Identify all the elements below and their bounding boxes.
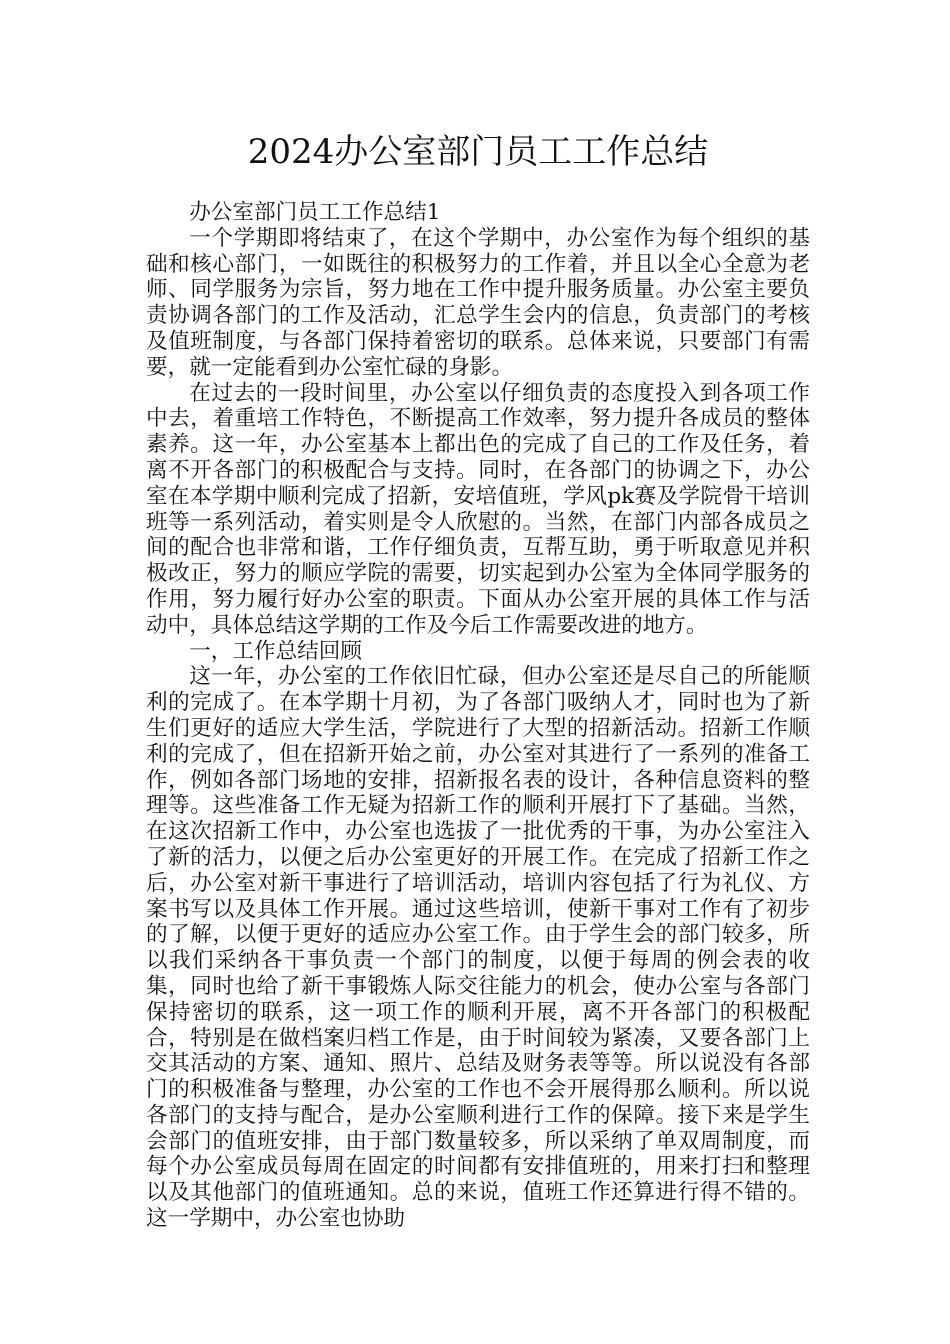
paragraph-3: 这一年，办公室的工作依旧忙碌，但办公室还是尽自己的所能顺利的完成了。在本学期十月初，为了各部门吸纳人才，同时也为了新生们更好的适应大学生活，学院进行了大型的招新活动。招新工作顺利的完成了，但在招新开始之前，办公室对其进行了一系列的准备工作，例如各部门场地的安排，招新报名表的设计，各种信息资料的整理等。这些准备工作无疑为招新工作的顺利开展打下了基础。当然，在这次招新工作中，办公室也选拔了一批优秀的干事，为办公室注入了新的活力，以便之后办公室更好的开展工作。在完成了招新工作之后，办公室对新干事进行了培训活动，培训内容包括了行为礼仪、方案书写以及具体工作开展。通过这些培训，使新干事对工作有了初步的了解，以便于更好的适应办公室工作。由于学生会的部门较多，所以我们采纳各干事负责一个部门的制度，以便于每周的例会表的收集，同时也给了新干事锻炼人际交往能力的机会，使办公室与各部门保持密切的联系，这一项工作的顺利开展，离不开各部门的积极配合，特别是在做档案归档工作是，由于时间较为紧凑，又要各部门上交其活动的方案、通知、照片、总结及财务表等等。所以说没有各部门的积极准备与整理，办公室的工作也不会开展得那么顺利。所以说各部门的支持与配合，是办公室顺利进行工作的保障。接下来是学生会部门的值班安排，由于部门数量较多，所以采纳了单双周制度，而每个办公室成员每周在固定的时间都有安排值班的，用来打扫和整理以及其他部门的值班通知。总的来说，值班工作还算进行得不错的。这一学期中，办公室也协助 — [146, 664, 810, 1232]
document-page — [146, 124, 810, 1232]
subheading: 一，工作总结回顾 — [189, 638, 362, 664]
section-title: 办公室部门员工工作总结1 — [189, 200, 441, 225]
document-title: 2024办公室部门员工工作总结 — [247, 132, 709, 172]
paragraph-2: 在过去的一段时间里，办公室以仔细负责的态度投入到各项工作中去，着重培工作特色，不断提高工作效率，努力提升各成员的整体素养。这一年，办公室基本上都出色的完成了自己的工作及任务，着离不开各部门的积极配合与支持。同时，在各部门的协调之下，办公室在本学期中顺利完成了招新，安培值班，学风pk赛及学院骨干培训班等一系列活动，着实则是令人欣慰的。当然，在部门内部各成员之间的配合也非常和谐，工作仔细负责，互帮互助，勇于听取意见并积极改正，努力的顺应学院的需要，切实起到办公室为全体同学服务的作用，努力履行好办公室的职责。下面从办公室开展的具体工作与活动中，具体总结这学期的工作及今后工作需要改进的地方。 — [146, 380, 810, 638]
paragraph-1: 一个学期即将结束了，在这个学期中，办公室作为每个组织的基础和核心部门，一如既往的积极努力的工作着，并且以全心全意为老师、同学服务为宗旨，努力地在工作中提升服务质量。办公室主要负责协调各部门的工作及活动，汇总学生会内的信息，负责部门的考核及值班制度，与各部门保持着密切的联系。总体来说，只要部门有需要，就一定能看到办公室忙碌的身影。 — [146, 225, 810, 380]
